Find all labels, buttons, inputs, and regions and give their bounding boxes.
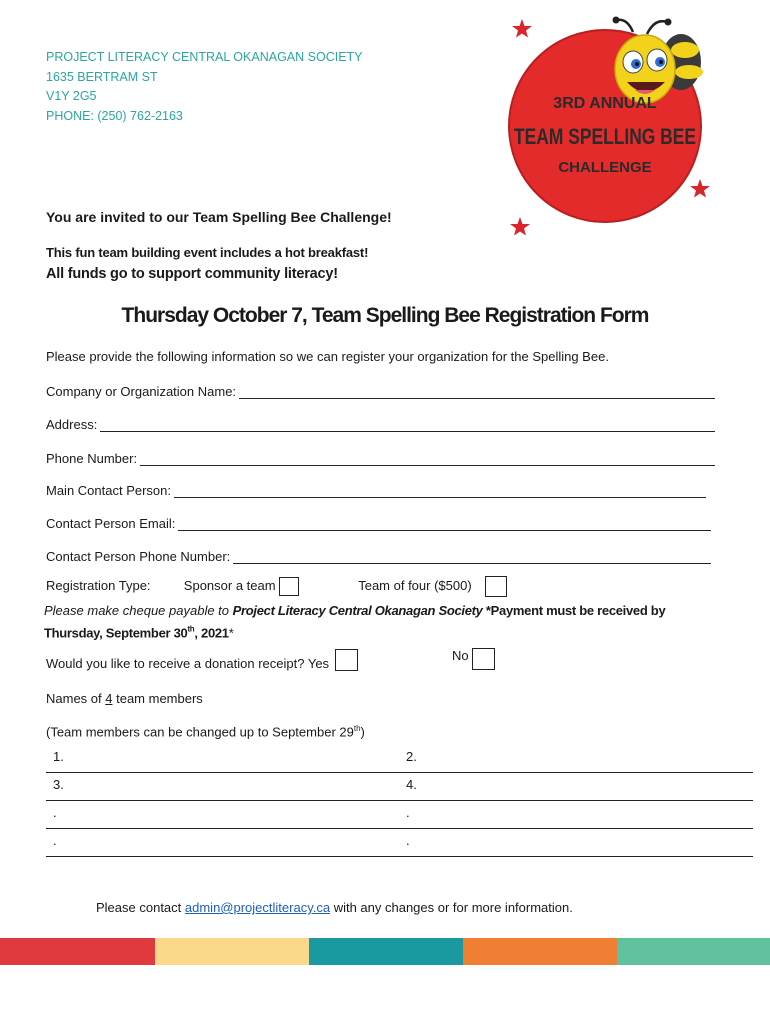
form-title: Thursday October 7, Team Spelling Bee Registration Form <box>121 304 649 327</box>
funds-note: All funds go to support community literacy! <box>46 266 338 282</box>
entry-line[interactable] <box>140 451 715 466</box>
field-label: Contact Person Phone Number: <box>46 549 231 564</box>
sponsor-option-label: Sponsor a team <box>183 577 276 593</box>
member-extra-left: . <box>53 805 57 820</box>
member-2-number: 2. <box>406 749 417 764</box>
spelling-bee-logo <box>505 14 720 239</box>
receipt-no-label: No <box>452 648 469 663</box>
names-suffix: team members <box>112 691 203 706</box>
logo-line2: TEAM SPELLING BEE <box>514 124 696 149</box>
entry-line[interactable] <box>100 417 715 432</box>
change-note-text: (Team members can be changed up to September 29 <box>46 724 354 740</box>
entry-line[interactable] <box>239 384 715 399</box>
cheque-prefix: Please make cheque payable to <box>44 603 233 618</box>
cheque-payee: Project Literacy Central Okanagan Society <box>232 603 483 618</box>
color-stripe-segment <box>309 938 463 965</box>
member-row[interactable] <box>46 802 753 829</box>
org-name: PROJECT LITERACY CENTRAL OKANAGAN SOCIETY <box>46 50 363 64</box>
color-stripe-segment <box>0 938 155 965</box>
receipt-no-checkbox[interactable] <box>472 648 495 670</box>
main-contact-field[interactable] <box>46 480 706 498</box>
star-icon <box>510 217 530 236</box>
deadline-asterisk: * <box>228 625 234 641</box>
team-option-label: Team of four ($500) <box>358 577 472 593</box>
star-icon <box>512 19 532 38</box>
field-label: Phone Number: <box>46 451 138 466</box>
member-3-number: 3. <box>53 777 64 792</box>
color-stripe-segment <box>463 938 617 965</box>
contact-prefix: Please contact <box>96 900 185 915</box>
star-icon <box>690 179 710 198</box>
field-label: Address: <box>46 417 98 432</box>
receipt-yes-checkbox[interactable] <box>335 649 358 671</box>
org-street: 1635 BERTRAM ST <box>46 69 158 84</box>
receipt-question: Would you like to receive a donation receipt? Yes <box>46 656 330 671</box>
payment-note <box>44 601 734 642</box>
logo-line1: 3RD ANNUAL <box>553 95 657 112</box>
contact-note <box>96 900 573 915</box>
member-row[interactable] <box>46 830 753 857</box>
sponsor-checkbox[interactable] <box>279 577 299 596</box>
invitation-heading: You are invited to our Team Spelling Bee Challenge! <box>46 209 392 225</box>
member-extra-right: . <box>406 805 410 820</box>
member-row[interactable] <box>46 746 753 773</box>
receipt-no-option <box>452 648 495 670</box>
member-extra-right: . <box>406 833 410 848</box>
registration-type-label: Registration Type: <box>46 577 151 593</box>
team-members-heading <box>46 691 203 706</box>
deadline-suffix: th <box>187 625 195 634</box>
contact-email-field[interactable] <box>46 513 711 531</box>
member-1-number: 1. <box>53 749 64 764</box>
entry-line[interactable] <box>233 549 711 564</box>
member-count: 4 <box>105 691 113 706</box>
form-intro: Please provide the following information so we can register your organization for the Spelling Bee. <box>46 349 609 364</box>
address-field[interactable] <box>46 414 715 432</box>
member-extra-left: . <box>53 833 57 848</box>
change-note-close: ) <box>360 724 365 740</box>
logo-line3: CHALLENGE <box>558 159 652 176</box>
team-checkbox[interactable] <box>485 576 507 597</box>
org-address-block <box>46 48 363 126</box>
color-stripe-segment <box>617 938 770 965</box>
receipt-row <box>46 649 358 671</box>
names-prefix: Names of <box>46 691 106 706</box>
payment-deadline-note: *Payment must be received by <box>482 603 666 618</box>
field-label: Main Contact Person: <box>46 483 172 498</box>
field-label: Company or Organization Name: <box>46 384 237 399</box>
org-phone: PHONE: (250) 762-2163 <box>46 108 183 123</box>
entry-line[interactable] <box>174 483 706 498</box>
contact-phone-field[interactable] <box>46 546 711 564</box>
organization-name-field[interactable] <box>46 381 715 399</box>
contact-email-link[interactable]: admin@projectliteracy.ca <box>184 900 331 915</box>
org-postal: V1Y 2G5 <box>46 89 97 103</box>
member-row[interactable] <box>46 774 753 801</box>
breakfast-note: This fun team building event includes a hot breakfast! <box>46 245 369 260</box>
member-change-note <box>46 724 365 739</box>
color-stripe-segment <box>155 938 309 965</box>
member-4-number: 4. <box>406 777 417 792</box>
entry-line[interactable] <box>178 516 711 531</box>
phone-number-field[interactable] <box>46 448 715 466</box>
contact-suffix: with any changes or for more information. <box>330 900 573 915</box>
deadline-date: Thursday, September 30 <box>44 625 188 641</box>
change-note-suffix: th <box>353 724 361 733</box>
deadline-year: , 2021 <box>194 625 229 641</box>
field-label: Contact Person Email: <box>46 516 176 531</box>
registration-type-row <box>46 576 507 597</box>
